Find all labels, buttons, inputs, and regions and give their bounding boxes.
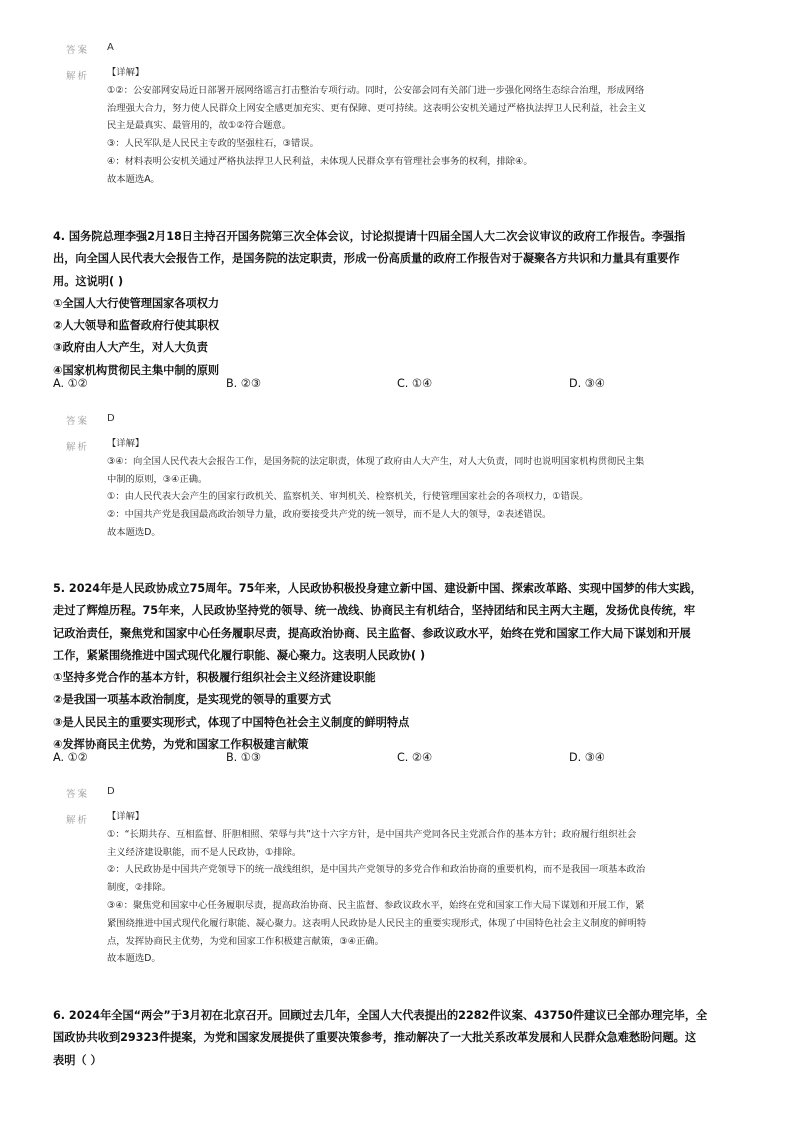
- answer-value: D: [107, 786, 115, 797]
- explanation-line: ③④：聚焦党和国家中心任务履职尽责，提高政治协商、民主监督、参政议政水平，始终在党和国家工作大局下谋划和开展工作，紧: [107, 899, 645, 911]
- option-d: D. ③④: [569, 751, 605, 764]
- explanation-line: 故本题选D。: [107, 953, 161, 965]
- option-b: B. ①③: [226, 751, 261, 764]
- option-a: A. ①②: [53, 377, 88, 390]
- explanation-line: 制度，②排除。: [107, 882, 172, 894]
- stem-line: 5. 2024年是人民政协成立75周年。75年来，人民政协积极投身建立新中国、建设新中国、探索改革路、实现中国梦的伟大实践，: [53, 582, 702, 595]
- explanation-line: 【详解】: [107, 811, 145, 822]
- explanation-line: ②：人民政协是中国共产党领导下的统一战线组织，是中国共产党领导的多党合作和政治协商的重要机构，而不是我国一项基本政治: [107, 864, 646, 876]
- stem-line: 4. 国务院总理李强2月18日主持召开国务院第三次全体会议，讨论拟提请十四届全国人大二次会议审议的政府工作报告。李强指: [53, 230, 686, 243]
- statement-item: ②是我国一项基本政治制度，是实现党的领导的重要方式: [53, 693, 331, 707]
- explanation: [107, 808, 732, 968]
- explanation-line: ②：中国共产党是我国最高政治领导力量，政府要接受共产党的统一领导，而不是人大的领导，②表述错误。: [107, 509, 552, 521]
- option-b: B. ②③: [226, 377, 261, 390]
- analysis-label: 解析: [66, 442, 90, 453]
- stem-line: 6. 2024年全国“两会”于3月初在北京召开。回顾过去几年，全国人大代表提出的2282件议案、43750件建议已全部办理完毕，全: [53, 1009, 708, 1022]
- analysis-label: 解析: [66, 71, 90, 82]
- explanation-line: 主义经济建设职能，而不是人民政协，①排除。: [107, 846, 302, 858]
- explanation-line: 故本题选D。: [107, 526, 161, 538]
- question-4-options: [53, 373, 743, 395]
- explanation-line: 民主是最真实、最管用的，故①②符合题意。: [107, 120, 292, 132]
- explanation-line: 【详解】: [107, 67, 145, 78]
- explanation-line: ①：“长期共存、互相监督、肝胆相照、荣辱与共”这十六字方针，是中国共产党同各民主党派合作的基本方针；政府履行组织社会: [107, 828, 637, 840]
- option-d: D. ③④: [569, 377, 605, 390]
- explanation-line: ④：材料表明公安机关通过严格执法捍卫人民利益，未体现人民群众享有管理社会事务的权利，排除④。: [107, 155, 533, 167]
- option-c: C. ②④: [397, 751, 432, 764]
- answer-label: 答案: [66, 789, 90, 800]
- explanation-line: ①②：公安部网安局近日部署开展网络谣言打击整治专项行动。同时，公安部会同有关部门进一步强化网络生态综合治理，形成网络: [107, 84, 645, 96]
- explanation-line: 治理强大合力，努力使人民群众上网安全感更加充实、更有保障、更可持续。这表明公安机关通过严格执法捍卫人民利益，社会主义: [107, 102, 647, 114]
- explanation-line: ①：由人民代表大会产生的国家行政机关、监察机关、审判机关、检察机关，行使管理国家社会的各项权力，①错误。: [107, 491, 589, 503]
- statement-item: ③是人民民主的重要实现形式，体现了中国特色社会主义制度的鲜明特点: [53, 715, 410, 729]
- explanation-line: 【详解】: [107, 438, 145, 449]
- question-5-options: [53, 747, 743, 769]
- answer-value: D: [107, 413, 115, 424]
- explanation-line: ③④：向全国人民代表大会报告工作，是国务院的法定职责，体现了政府由人大产生，对人大负责，同时也说明国家机构贯彻民主集: [107, 455, 645, 467]
- question-4-stem: [53, 226, 743, 382]
- question-5-stem: [53, 578, 743, 756]
- question-6-stem: [53, 1005, 743, 1072]
- explanation-line: 中制的原则，③④正确。: [107, 473, 208, 485]
- answer-label: 答案: [66, 416, 90, 427]
- stem-line: 记政治责任，聚焦党和国家中心任务履职尽责，提高政治协商、民主监督、参政议政水平，始终在党和国家工作大局下谋划和开展: [53, 626, 691, 640]
- stem-line: 国政协共收到29323件提案，为党和国家发展提供了重要决策参考，推动解决了一大批关系改革发展和人民群众急难愁盼问题。这: [53, 1031, 697, 1045]
- stem-line: 用。这说明( ): [53, 274, 124, 288]
- explanation-line: 故本题选A。: [107, 173, 160, 185]
- explanation-line: ③：人民军队是人民民主专政的坚强柱石，③错误。: [107, 138, 319, 150]
- option-c: C. ①④: [397, 377, 432, 390]
- explanation-line: 紧围绕推进中国式现代化履行职能、凝心聚力。这表明人民政协是人民民主的重要实现形式，体现了中国特色社会主义制度的鲜明特: [107, 917, 647, 929]
- answer-value: A: [107, 42, 114, 53]
- stem-line: 工作，紧紧围绕推进中国式现代化履行职能、凝心聚力。这表明人民政协( ): [53, 648, 426, 662]
- statement-item: ③政府由人大产生，对人大负责: [53, 341, 208, 355]
- stem-line: 出，向全国人民代表大会报告工作，是国务院的法定职责，形成一份高质量的政府工作报告对于凝聚各方共识和力量具有重要作: [53, 252, 680, 266]
- explanation-line: 点，发挥协商民主优势，为党和国家工作积极建言献策，③④正确。: [107, 935, 384, 947]
- stem-line: 走过了辉煌历程。75年来，人民政协坚持党的领导、统一战线、协商民主有机结合，坚持团结和民主两大主题，发扬优良传统，牢: [53, 604, 696, 618]
- statement-item: ①全国人大行使管理国家各项权力: [53, 296, 220, 310]
- statement-item: ②人大领导和监督政府行使其职权: [53, 319, 220, 333]
- explanation: [107, 64, 732, 189]
- statement-item: ④发挥协商民主优势，为党和国家工作积极建言献策: [53, 738, 309, 752]
- answer-label: 答案: [66, 45, 90, 56]
- statement-item: ④国家机构贯彻民主集中制的原则: [53, 363, 220, 377]
- explanation: [107, 435, 732, 542]
- analysis-label: 解析: [66, 815, 90, 826]
- option-a: A. ①②: [53, 751, 88, 764]
- stem-line: 表明（ ）: [53, 1053, 102, 1067]
- statement-item: ①坚持多党合作的基本方针，积极履行组织社会主义经济建设职能: [53, 671, 376, 685]
